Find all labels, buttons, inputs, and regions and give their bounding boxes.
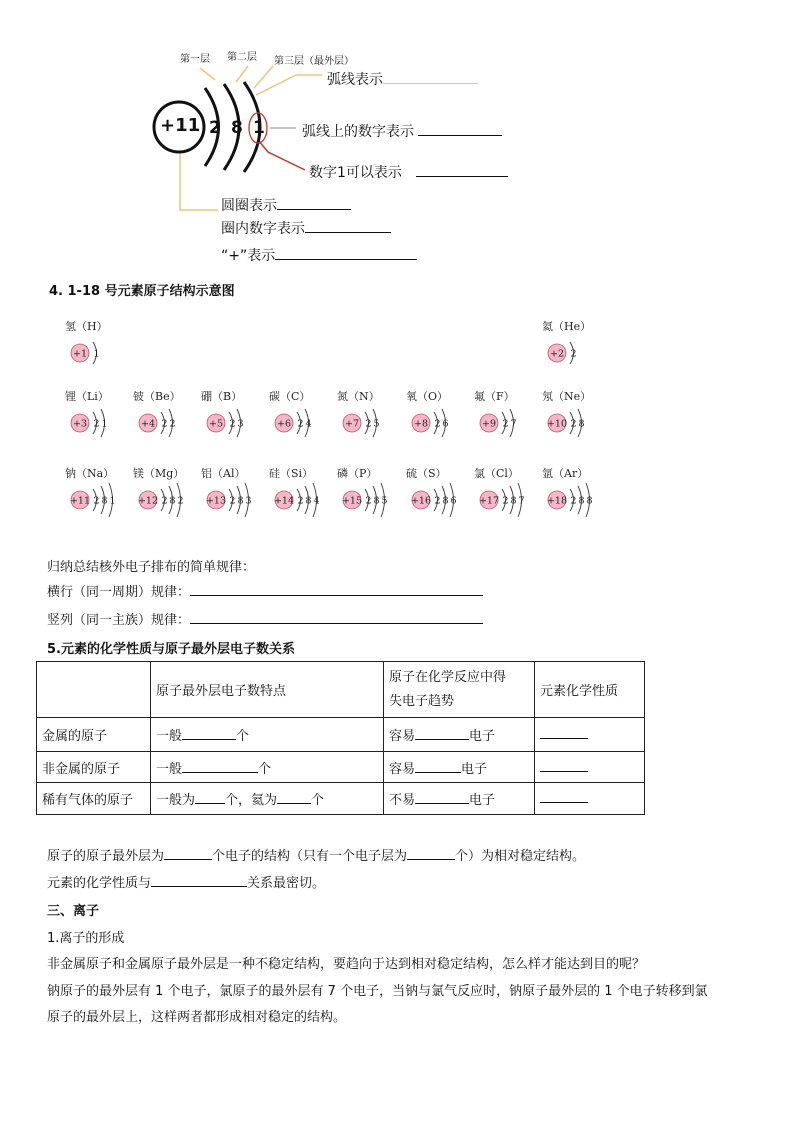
shell-electron-count: 1	[93, 348, 100, 360]
shell-electron-count: 5	[373, 418, 380, 430]
shell-electron-count: 2	[502, 495, 509, 507]
atom-name: 氩（Ar）	[542, 467, 589, 480]
row-rule-question: 横行（同一周期）规律：	[47, 581, 483, 600]
atom-diagram	[542, 465, 616, 525]
shell-electron-count: 2	[570, 418, 577, 430]
atom-name: 镁（Mg）	[133, 467, 185, 480]
atom-diagram	[201, 388, 275, 448]
paragraph-question: 非金属原子和金属原子最外层是一种不稳定结构，要趋向于达到相对稳定结构，怎么样才能达到目的呢？	[47, 957, 646, 972]
shell-electron-count: 3	[237, 418, 244, 430]
chemical-property-table	[36, 661, 645, 815]
nucleus-charge: +6	[276, 418, 292, 430]
nucleus-charge: +13	[205, 495, 227, 507]
nucleus-charge: +15	[341, 495, 363, 507]
nucleus-charge: +3	[72, 418, 88, 430]
table-header-cell	[37, 662, 151, 718]
shell-electron-count: 8	[237, 495, 244, 507]
table-row: 稀有气体的原子 一般为 个，氦为 个 不易 电子	[37, 783, 645, 815]
shell-electron-count: 8	[169, 495, 176, 507]
table-header-row	[37, 662, 645, 718]
paragraph-line1: 钠原子的最外层有 1 个电子，氯原子的最外层有 7 个电子，当钠与氯气反应时，钠原子最外层的 1 个电子转移到氯	[47, 984, 708, 999]
shell1-count: 2	[209, 118, 221, 138]
stable-structure-note: 原子的原子最外层为 个电子的结构（只有一个电子层为 个）为相对稳定结构。	[47, 849, 586, 864]
shell-electron-count: 2	[229, 495, 236, 507]
atom-name: 氯（Cl）	[474, 467, 519, 480]
atom-diagram	[269, 465, 343, 525]
atom-name: 氦（He）	[542, 320, 592, 333]
shell-electron-count: 1	[109, 495, 116, 507]
atom-shell-svg	[273, 402, 343, 448]
atom-name: 铍（Be）	[133, 390, 181, 403]
atom-name: 钠（Na）	[65, 467, 115, 480]
atom-diagram	[269, 388, 343, 448]
atom-shell-svg	[69, 402, 139, 448]
nucleus-label: +11	[160, 115, 201, 136]
shell-electron-count: 2	[434, 495, 441, 507]
shell-electron-count: 8	[586, 495, 593, 507]
shell-electron-count: 8	[578, 418, 585, 430]
shell-electron-count: 8	[373, 495, 380, 507]
shell-electron-count: 8	[578, 495, 585, 507]
atom-shell-svg	[410, 479, 480, 525]
summary-prompt: 归纳总结核外电子排布的简单规律：	[47, 560, 256, 575]
atom-name: 铝（Al）	[201, 467, 246, 480]
atom-name: 锂（Li）	[65, 390, 109, 403]
q-number-one: 数字1可以表示	[309, 162, 508, 182]
atom-shell-svg	[478, 479, 548, 525]
shell-electron-count: 2	[434, 418, 441, 430]
chemical-property-note: 元素的化学性质与 关系最密切。	[47, 876, 326, 891]
table-row: 非金属的原子 一般 个 容易 电子	[37, 752, 645, 783]
atom-name: 磷（P）	[337, 467, 378, 480]
shell-electron-count: 2	[570, 495, 577, 507]
nucleus-charge: +10	[546, 418, 568, 430]
atom-diagram	[474, 388, 548, 448]
atom-shell-svg	[137, 479, 207, 525]
atom-diagram	[406, 388, 480, 448]
atom-shell-svg	[341, 479, 411, 525]
shell-electron-count: 4	[305, 418, 312, 430]
q-circle-number: 圈内数字表示	[221, 218, 391, 238]
atom-diagram	[542, 388, 616, 448]
atom-shell-svg	[273, 479, 343, 525]
nucleus-charge: +9	[481, 418, 497, 430]
table-header-cell: 原子最外层电子数特点	[151, 662, 384, 718]
atom-name: 氟（F）	[474, 390, 515, 403]
shell-electron-count: 2	[177, 495, 184, 507]
nucleus-charge: +8	[413, 418, 429, 430]
atom-name: 氮（N）	[337, 390, 380, 403]
atom-diagram	[133, 388, 207, 448]
atom-shell-svg	[69, 479, 139, 525]
atom-name: 硫（S）	[406, 467, 447, 480]
atom-name: 硼（B）	[201, 390, 243, 403]
atom-diagram	[406, 465, 480, 525]
shell-electron-count: 7	[518, 495, 525, 507]
shell-electron-count: 2	[365, 495, 372, 507]
table-header-cell: 原子在化学反应中得 失电子趋势	[384, 662, 535, 718]
table-row: 金属的原子 一般 个 容易 电子	[37, 718, 645, 752]
nucleus-charge: +14	[273, 495, 295, 507]
shell-electron-count: 6	[450, 495, 457, 507]
shell-electron-count: 2	[229, 418, 236, 430]
shell-electron-count: 2	[169, 418, 176, 430]
nucleus-charge: +11	[69, 495, 91, 507]
atom-diagram	[201, 465, 275, 525]
column-rule-question: 竖列（同一主族）规律：	[47, 609, 483, 628]
shell-electron-count: 8	[305, 495, 312, 507]
nucleus-charge: +5	[208, 418, 224, 430]
layer3-label: 第三层（最外层）	[274, 56, 354, 67]
atom-diagram	[65, 318, 139, 378]
atom-shell-svg	[546, 402, 616, 448]
shell-electron-count: 3	[245, 495, 252, 507]
nucleus-charge: +18	[546, 495, 568, 507]
shell-electron-count: 6	[442, 418, 449, 430]
shell-electron-count: 8	[442, 495, 449, 507]
shell-electron-count: 2	[570, 348, 577, 360]
shell-electron-count: 1	[101, 418, 108, 430]
shell-electron-count: 2	[297, 418, 304, 430]
nucleus-charge: +17	[478, 495, 500, 507]
atom-name: 氖（Ne）	[542, 390, 592, 403]
shell-electron-count: 2	[161, 418, 168, 430]
shell3-count: 1	[253, 118, 265, 138]
atom-shell-svg	[341, 402, 411, 448]
atom-name: 氢（H）	[65, 320, 108, 333]
atom-diagram	[542, 318, 616, 378]
nucleus-charge: +1	[72, 348, 88, 360]
atom-shell-svg	[69, 332, 139, 378]
atom-shell-svg	[205, 479, 275, 525]
shell-electron-count: 7	[510, 418, 517, 430]
shell-electron-count: 2	[161, 495, 168, 507]
section5-title: 5.元素的化学性质与原子最外层电子数关系	[47, 642, 295, 657]
atom-diagram	[474, 465, 548, 525]
nucleus-charge: +12	[137, 495, 159, 507]
shell-electron-count: 8	[101, 495, 108, 507]
paragraph-line2: 原子的最外层上，这样两者都形成相对稳定的结构。	[47, 1010, 347, 1025]
shell-electron-count: 2	[93, 418, 100, 430]
atom-name: 硅（Si）	[269, 467, 314, 480]
layer2-label: 第二层	[227, 52, 257, 63]
nucleus-charge: +16	[410, 495, 432, 507]
table-header-cell: 元素化学性质	[535, 662, 645, 718]
nucleus-charge: +7	[344, 418, 360, 430]
atom-diagram	[133, 465, 207, 525]
atom-shell-svg	[546, 479, 616, 525]
atom-diagram	[65, 465, 139, 525]
section4-title: 4. 1-18 号元素原子结构示意图	[49, 284, 235, 299]
q-circle: 圆圈表示	[221, 195, 351, 215]
shell-electron-count: 2	[93, 495, 100, 507]
shell-electron-count: 8	[510, 495, 517, 507]
shell-electron-count: 5	[381, 495, 388, 507]
atom-name: 碳（C）	[269, 390, 311, 403]
q-arc-number: 弧线上的数字表示	[302, 121, 502, 141]
shell-electron-count: 2	[502, 418, 509, 430]
shell-electron-count: 2	[297, 495, 304, 507]
layer1-label: 第一层	[180, 54, 210, 65]
shell2-count: 8	[231, 118, 243, 138]
subsection-ion-formation: 1.离子的形成	[47, 931, 125, 946]
atom-shell-svg	[205, 402, 275, 448]
atom-shell-svg	[478, 402, 548, 448]
q-plus-sign: “+”表示	[221, 245, 417, 265]
shell-electron-count: 4	[313, 495, 320, 507]
atom-diagram	[337, 465, 411, 525]
atom-name: 氧（O）	[406, 390, 449, 403]
atom-shell-svg	[137, 402, 207, 448]
nucleus-charge: +2	[549, 348, 565, 360]
atom-diagram	[65, 388, 139, 448]
section3-title: 三、离子	[47, 904, 100, 919]
q-arc: 弧线表示	[327, 69, 478, 89]
atom-shell-svg	[410, 402, 480, 448]
atom-diagram	[337, 388, 411, 448]
atom-shell-svg	[546, 332, 616, 378]
shell-electron-count: 2	[365, 418, 372, 430]
nucleus-charge: +4	[140, 418, 156, 430]
